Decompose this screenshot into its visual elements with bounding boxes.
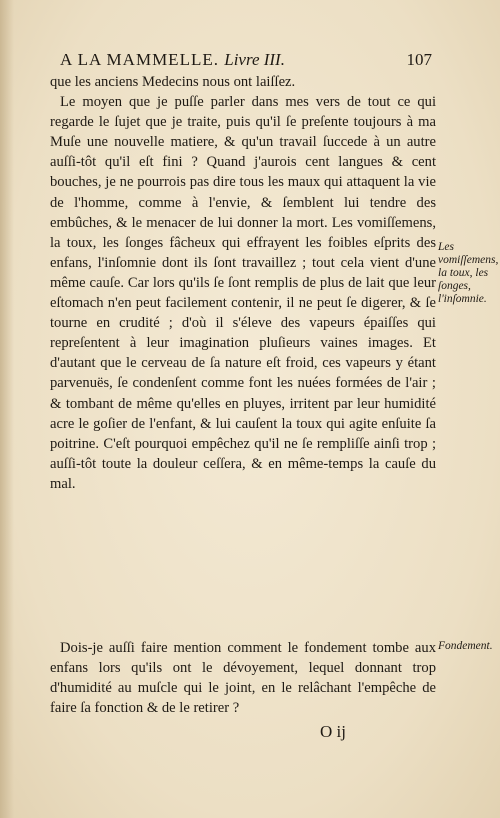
book-number: Livre III. — [224, 50, 285, 69]
margin-note: Fondement. — [438, 640, 493, 652]
margin-note: Les vomiſſemens, la toux, les ſonges, l'inſomnie. — [438, 241, 499, 305]
page-number: 107 — [406, 50, 432, 69]
running-header — [60, 50, 432, 74]
second-text-block — [50, 638, 436, 718]
main-text-block — [50, 72, 436, 494]
page-gutter-shadow — [0, 0, 14, 818]
paragraph-continuation: que les anciens Medecins nous ont laiſſez. — [50, 74, 296, 90]
paragraph: Dois-je auſſi faire mention comment le fondement tombe aux enfans lors qu'ils ont le dévoyement, lequel donnant trop d'humidité au muſcle qui le joint, en le relâchant l'empêche de faire ſa fonction & de le retirer ? — [50, 640, 436, 717]
paragraph: Le moyen que je puſſe parler dans mes vers de tout ce qui regarde le ſujet que je traite, puis qu'il ſe preſente toujours à ma Muſe une nouvelle matiere, & qu'un travail ſuccede à un autre auſſi-tôt qu'il eſt fini ? Quand j'aurois cent langues & cent bouches, je ne pourrois pas dire tous les maux qui attaquent la vie de l'homme, comme à l'envie, & ſemblent lui tendre des embûches, & le menacer de lui donner la mort. Les vomiſſemens, la toux, les ſonges fâcheux qui effrayent les foibles eſprits des enfans, l'inſomnie dont ils ſont travaillez ; tout cela vient d'une même cauſe. Car lors qu'ils ſe ſont remplis de plus de lait que leur eſtomach n'en peut facilement contenir, il ne peut ſe digerer, & ſe tourne en crudité ; d'où il s'éleve des vapeurs épaiſſes qui repreſentent à leur imagination pluſieurs vaines images. Et d'autant que le cerveau de ſa nature eſt froid, ces vapeurs y étant parvenuës, ſe condenſent comme font les nuées formées de l'air ; & tombant de même qu'elles en pluyes, irritent par leur humidité acre le goſier de l'enfant, & lui cauſent la toux qui agite enſuite ſa poitrine. C'eſt pourquoi empêchez qu'il ne ſe rempliſſe ainſi trop ; auſſi-tôt toute la douleur ceſſera, & en même-temps la cauſe du mal. — [50, 94, 436, 492]
running-title — [60, 50, 285, 70]
running-title-text: A LA MAMMELLE. — [60, 50, 219, 69]
signature-mark: O ij — [320, 722, 346, 741]
